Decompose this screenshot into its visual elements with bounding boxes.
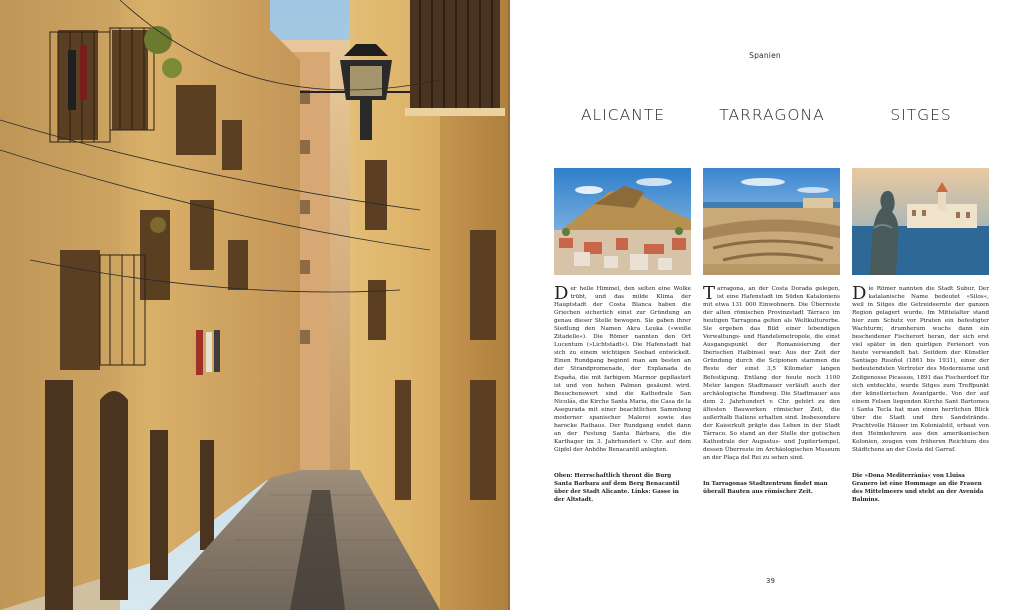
body-text-sitges: ie Römer nannten die Stadt Subur. Der katalanische Name bedeutet »Silos«, weil in Sitges die Getreideernte der ganzen Region gelagert wurde. Im Mittelalter stand hier zum Schutz vor Piraten ein befestigter Wachturm; drumherum wuchs dann ein bescheidener Fischerort heran, der sich erst viel später in den quirligen Ferienort von heute verwandelt hat. Seitdem der Künstler Santiago Rusiñol (1861 bis 1931), einer der bedeutendsten Vertreter des Modernisme und Zeitgenosse Picassos, 1891 das Fischerdorf für sich entdeckte, wurde Sitges zum Treffpunkt der künstlerischen Avantgarde. Von der auf einem Felsen liegenden Kirche Sant Bartomeu i Santa Tecla hat man einen herrlichen Blick über die Stadt und ihre Sandstrände. Prachtvolle Häuser im Kolonialstil, erbaut von den Heimkehrern aus den amerikanischen Kolonien, zeugen vom früheren Reichtum des Städtchens an der Costa del Garraf. <box>852 286 989 453</box>
title-sitges: SITGES <box>890 106 952 124</box>
photo-sitges <box>852 168 989 275</box>
dropcap-sitges: D <box>852 283 867 304</box>
title-tarragona: TARRAGONA <box>719 106 825 124</box>
caption-alicante: Oben: Herrschaftlich thront die Burg Santa Barbara auf dem Berg Benacantil über der Stadt Alicante. Links: Gasse in der Altstadt. <box>554 473 680 503</box>
caption-sitges: Die »Dona Mediterrània« von Lluisa Granero ist eine Hommage an die Frauen des Mittelmeers und steht an der Avenida Balmins. <box>852 473 984 503</box>
right-page <box>510 0 1020 610</box>
body-tarragona <box>703 285 840 462</box>
dropcap-alicante: D <box>554 283 569 304</box>
page-number: 39 <box>766 577 775 585</box>
body-text-alicante: er helle Himmel, den selten eine Wolke trübt, und das milde Klima der Hauptstadt der Costa Blanca haben die Griechen sicherlich einst zur Gründung an genau dieser Stelle bewogen. Sie gaben ihrer Siedlung den Namen Akra Leuka (»weiße Zitadelle«). Die Römer nannten den Ort Lucentum (»Lichtstadt«). Die Hafenstadt hat sich zu einem wichtigen Seebad entwickelt. Einen Rundgang beginnt man am besten an der Strandpromenade, der Explanada de España, die mit farbigem Marmor gepflastert ist und von hohen Palmen gesäumt wird. Besuchenswert sind die Kathedrale San Nicolás, die Kirche Santa Maria, die Casa de la Asegurada mit einer beachtlichen Sammlung moderner spanischer Malerei sowie das barocke Rathaus. Der Rundgang endet dann an der Festung Santa Bárbara, die die Karthager im 3. Jahrhundert v. Chr. auf dem Gipfel der Anhöhe Benacantil anlegten. <box>554 286 691 453</box>
title-alicante: ALICANTE <box>580 106 666 124</box>
body-alicante <box>554 285 691 454</box>
body-sitges <box>852 285 989 454</box>
dropcap-tarragona: T <box>703 283 716 304</box>
running-head: Spanien <box>749 51 781 60</box>
body-text-tarragona: arragona, an der Costa Dorada gelegen, ist eine Hafenstadt im Süden Kataloniens mit etwa 131 000 Einwohnern. Die Überreste der alten römischen Provinzstadt Tárraco im heutigen Tarragona gelten als Weltkulturerbe. Sie ergeben das Bild einer lebendigen Verwaltungs- und Handelsmetropole, die einst Ausgangspunkt der Romanisierung der Iberischen Halbinsel war. Aus der Zeit der Gründung durch die Scipionen stammen die Reste der einst 3,5 Kilometer langen Befestigung. Entlang der heute noch 1100 Meter langen Stadtmauer verläuft auch der archäologische Rundweg. Die Stadtmauer aus dem 2. Jahrhundert v. Chr. gehört zu den ältesten Bauwerken römischer Zeit, die außerhalb Italiens erhalten sind. Insbesondere der Kaiserkult prägte das Leben in der Stadt Tárraco. So stand an der Stelle der gotischen Kathedrale der Augustus- und Jupitertempel, dessen Überreste im Archäologischen Museum an der Plaça del Rei zu sehen sind. <box>703 286 840 461</box>
photo-alicante <box>554 168 691 275</box>
caption-tarragona: In Tarragonas Stadtzentrum findet man überall Bauten aus römischer Zeit. <box>703 481 828 495</box>
photo-tarragona <box>703 168 840 275</box>
